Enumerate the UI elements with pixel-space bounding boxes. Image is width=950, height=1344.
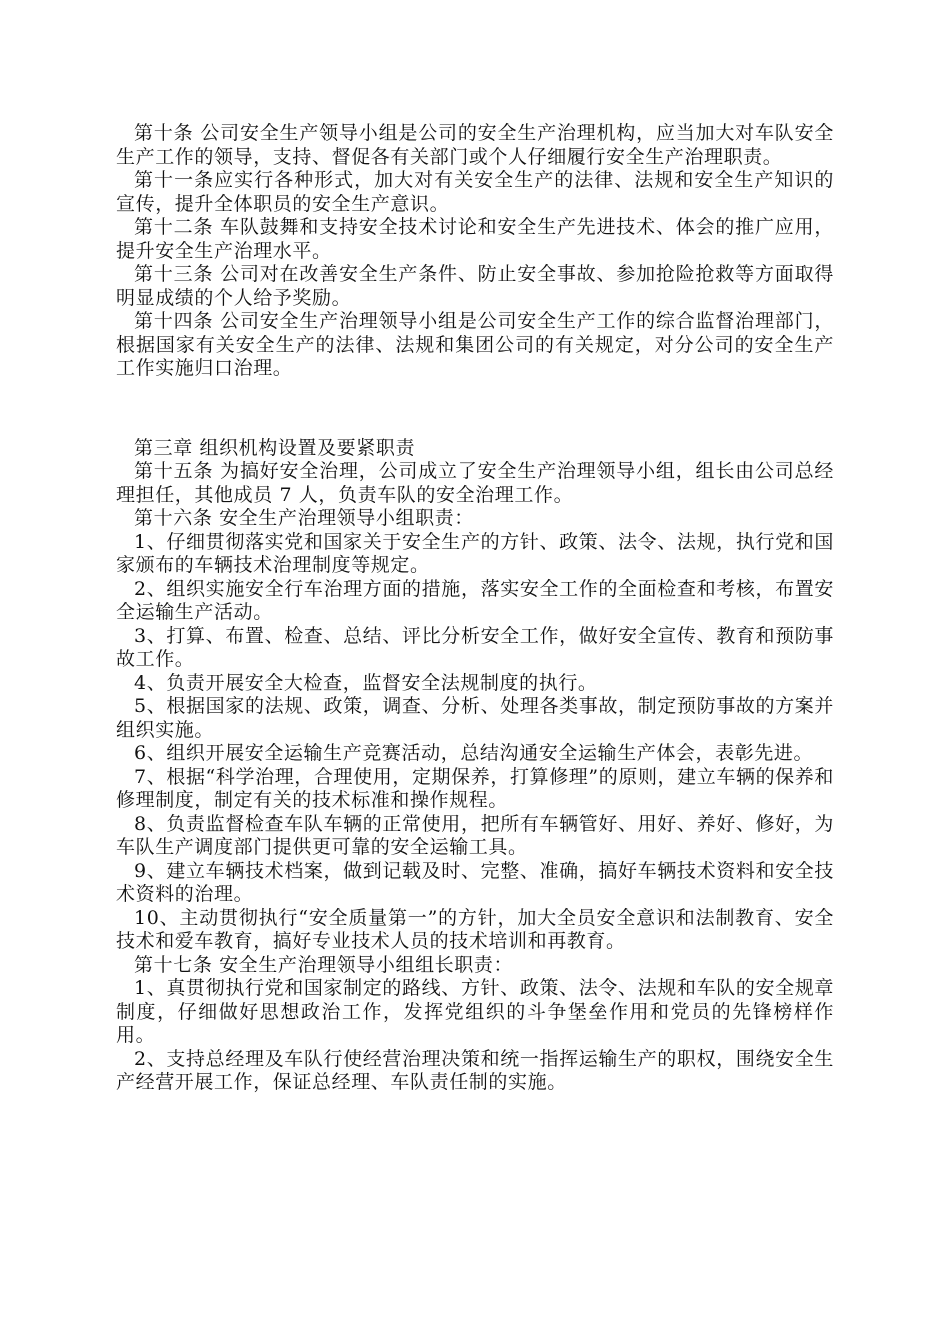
document-body [116,122,834,1095]
article-17-item-1: 1、真贯彻执行党和国家制定的路线、方针、政策、法令、法规和车队的安全规章制度，仔细做好思想政治工作，发挥党组织的斗争堡垒作用和党员的先锋榜样作用。 [116,977,834,1046]
article-16-item-9: 9、建立车辆技术档案，做到记载及时、完整、准确，搞好车辆技术资料和安全技术资料的治理。 [116,859,834,905]
article-16-item-6: 6、组织开展安全运输生产竞赛活动，总结沟通安全运输生产体会，表彰先进。 [134,742,814,764]
article-16-item-8: 8、负责监督检查车队车辆的正常使用，把所有车辆管好、用好、养好、修好，为车队生产调度部门提供更可靠的安全运输工具。 [116,812,834,858]
article-11: 第十一条应实行各种形式，加大对有关安全生产的法律、法规和安全生产知识的宣传，提升全体职员的安全生产意识。 [116,169,834,215]
article-17-item-2: 2、支持总经理及车队行使经营治理决策和统一指挥运输生产的职权，围绕安全生产经营开展工作，保证总经理、车队责任制的实施。 [116,1047,834,1093]
article-16-item-10: 10、主动贯彻执行“安全质量第一”的方针，加大全员安全意识和法制教育、安全技术和爱车教育，搞好专业技术人员的技术培训和再教育。 [116,906,834,952]
article-15: 第十五条 为搞好安全治理，公司成立了安全生产治理领导小组，组长由公司总经理担任，其他成员 7 人，负责车队的安全治理工作。 [116,460,834,506]
article-10: 第十条 公司安全生产领导小组是公司的安全生产治理机构，应当加大对车队安全生产工作的领导，支持、督促各有关部门或个人仔细履行安全生产治理职责。 [116,122,834,168]
article-13: 第十三条 公司对在改善安全生产条件、防止安全事故、参加抢险抢救等方面取得明显成绩的个人给予奖励。 [116,263,834,309]
article-16-item-7: 7、根据“科学治理，合理使用，定期保养，打算修理”的原则，建立车辆的保养和修理制度，制定有关的技术标准和操作规程。 [116,765,834,811]
article-12: 第十二条 车队鼓舞和支持安全技术讨论和安全生产先进技术、体会的推广应用，提升安全生产治理水平。 [116,216,834,262]
article-16-item-3: 3、打算、布置、检查、总结、评比分析安全工作，做好安全宣传、教育和预防事故工作。 [116,624,834,670]
article-16-item-5: 5、根据国家的法规、政策，调查、分析、处理各类事故，制定预防事故的方案并组织实施。 [116,695,834,741]
article-16-item-4: 4、负责开展安全大检查，监督安全法规制度的执行。 [134,671,598,694]
article-17-heading: 第十七条 安全生产治理领导小组组长职责： [134,953,514,976]
article-14: 第十四条 公司安全生产治理领导小组是公司安全生产工作的综合监督治理部门，根据国家有关安全生产的法律、法规和集团公司的有关规定，对分公司的安全生产工作实施归口治理。 [116,310,834,379]
article-16-heading: 第十六条 安全生产治理领导小组职责： [134,507,474,529]
article-16-item-2: 2、组织实施安全行车治理方面的措施，落实安全工作的全面检查和考核，布置安全运输生产活动。 [116,577,834,623]
chapter-heading: 第三章 组织机构设置及要紧职责 [134,436,416,459]
article-16-item-1: 1、仔细贯彻落实党和国家关于安全生产的方针、政策、法令、法规，执行党和国家颁布的车辆技术治理制度等规定。 [116,530,834,576]
